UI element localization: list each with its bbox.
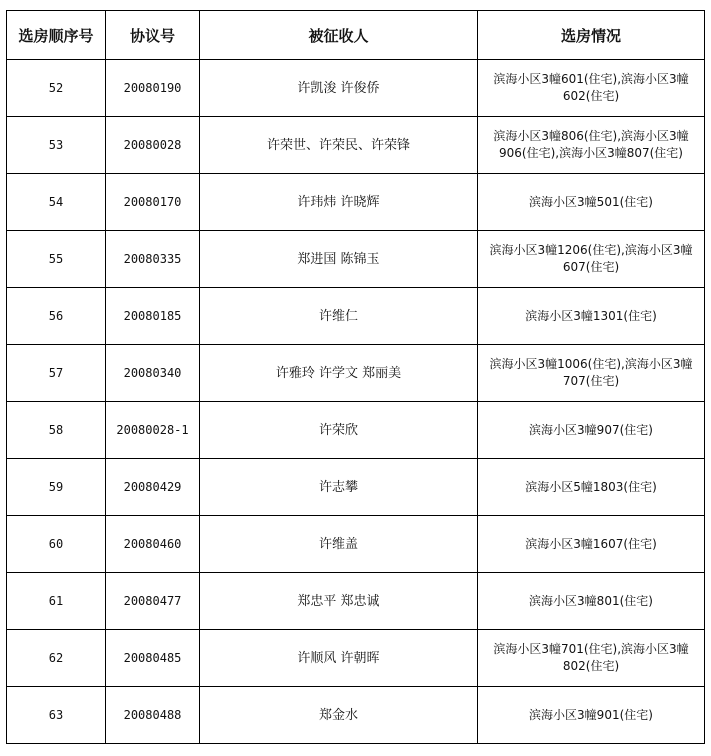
table-row — [7, 459, 705, 516]
table-row — [7, 174, 705, 231]
order-cell[interactable]: 62 — [7, 630, 106, 687]
selection-cell[interactable]: 滨海小区3幢901(住宅) — [478, 687, 705, 744]
order-cell[interactable]: 55 — [7, 231, 106, 288]
table-row — [7, 630, 705, 687]
selection-cell[interactable]: 滨海小区3幢1607(住宅) — [478, 516, 705, 573]
name-cell[interactable]: 许凯浚 许俊侨 — [200, 60, 478, 117]
header-selection[interactable]: 选房情况 — [478, 11, 705, 60]
selection-cell[interactable]: 滨海小区3幢806(住宅),滨海小区3幢906(住宅),滨海小区3幢807(住宅) — [478, 117, 705, 174]
name-cell[interactable]: 郑金水 — [200, 687, 478, 744]
order-cell[interactable]: 53 — [7, 117, 106, 174]
name-cell[interactable]: 郑忠平 郑忠诚 — [200, 573, 478, 630]
header-order[interactable]: 选房顺序号 — [7, 11, 106, 60]
selection-cell[interactable]: 滨海小区5幢1803(住宅) — [478, 459, 705, 516]
agreement-cell[interactable]: 20080460 — [106, 516, 200, 573]
table-row — [7, 573, 705, 630]
table-row — [7, 687, 705, 744]
name-cell[interactable]: 许维仁 — [200, 288, 478, 345]
agreement-cell[interactable]: 20080335 — [106, 231, 200, 288]
order-cell[interactable]: 63 — [7, 687, 106, 744]
selection-cell[interactable]: 滨海小区3幢907(住宅) — [478, 402, 705, 459]
selection-cell[interactable]: 滨海小区3幢1206(住宅),滨海小区3幢607(住宅) — [478, 231, 705, 288]
name-cell[interactable]: 许志攀 — [200, 459, 478, 516]
name-cell[interactable]: 郑进国 陈锦玉 — [200, 231, 478, 288]
agreement-cell[interactable]: 20080028 — [106, 117, 200, 174]
header-name[interactable]: 被征收人 — [200, 11, 478, 60]
header-row — [7, 11, 705, 60]
selection-cell[interactable]: 滨海小区3幢1006(住宅),滨海小区3幢707(住宅) — [478, 345, 705, 402]
order-cell[interactable]: 54 — [7, 174, 106, 231]
agreement-cell[interactable]: 20080488 — [106, 687, 200, 744]
name-cell[interactable]: 许雅玲 许学文 郑丽美 — [200, 345, 478, 402]
selection-cell[interactable]: 滨海小区3幢1301(住宅) — [478, 288, 705, 345]
order-cell[interactable]: 52 — [7, 60, 106, 117]
order-cell[interactable]: 57 — [7, 345, 106, 402]
spreadsheet-area — [6, 10, 705, 744]
agreement-cell[interactable]: 20080170 — [106, 174, 200, 231]
agreement-cell[interactable]: 20080477 — [106, 573, 200, 630]
agreement-cell[interactable]: 20080429 — [106, 459, 200, 516]
agreement-cell[interactable]: 20080340 — [106, 345, 200, 402]
table-row — [7, 231, 705, 288]
agreement-cell[interactable]: 20080190 — [106, 60, 200, 117]
order-cell[interactable]: 60 — [7, 516, 106, 573]
order-cell[interactable]: 59 — [7, 459, 106, 516]
order-cell[interactable]: 58 — [7, 402, 106, 459]
selection-cell[interactable]: 滨海小区3幢501(住宅) — [478, 174, 705, 231]
name-cell[interactable]: 许玮炜 许晓辉 — [200, 174, 478, 231]
agreement-cell[interactable]: 20080485 — [106, 630, 200, 687]
agreement-cell[interactable]: 20080185 — [106, 288, 200, 345]
table-row — [7, 345, 705, 402]
name-cell[interactable]: 许顺风 许朝晖 — [200, 630, 478, 687]
order-cell[interactable]: 61 — [7, 573, 106, 630]
table-row — [7, 117, 705, 174]
order-cell[interactable]: 56 — [7, 288, 106, 345]
name-cell[interactable]: 许荣世、许荣民、许荣锋 — [200, 117, 478, 174]
table-row — [7, 516, 705, 573]
table-row — [7, 402, 705, 459]
table-row — [7, 60, 705, 117]
selection-cell[interactable]: 滨海小区3幢601(住宅),滨海小区3幢602(住宅) — [478, 60, 705, 117]
agreement-cell[interactable]: 20080028-1 — [106, 402, 200, 459]
room-selection-table — [6, 10, 705, 744]
selection-cell[interactable]: 滨海小区3幢701(住宅),滨海小区3幢802(住宅) — [478, 630, 705, 687]
selection-cell[interactable]: 滨海小区3幢801(住宅) — [478, 573, 705, 630]
name-cell[interactable]: 许荣欣 — [200, 402, 478, 459]
name-cell[interactable]: 许维盖 — [200, 516, 478, 573]
header-agreement[interactable]: 协议号 — [106, 11, 200, 60]
table-row — [7, 288, 705, 345]
